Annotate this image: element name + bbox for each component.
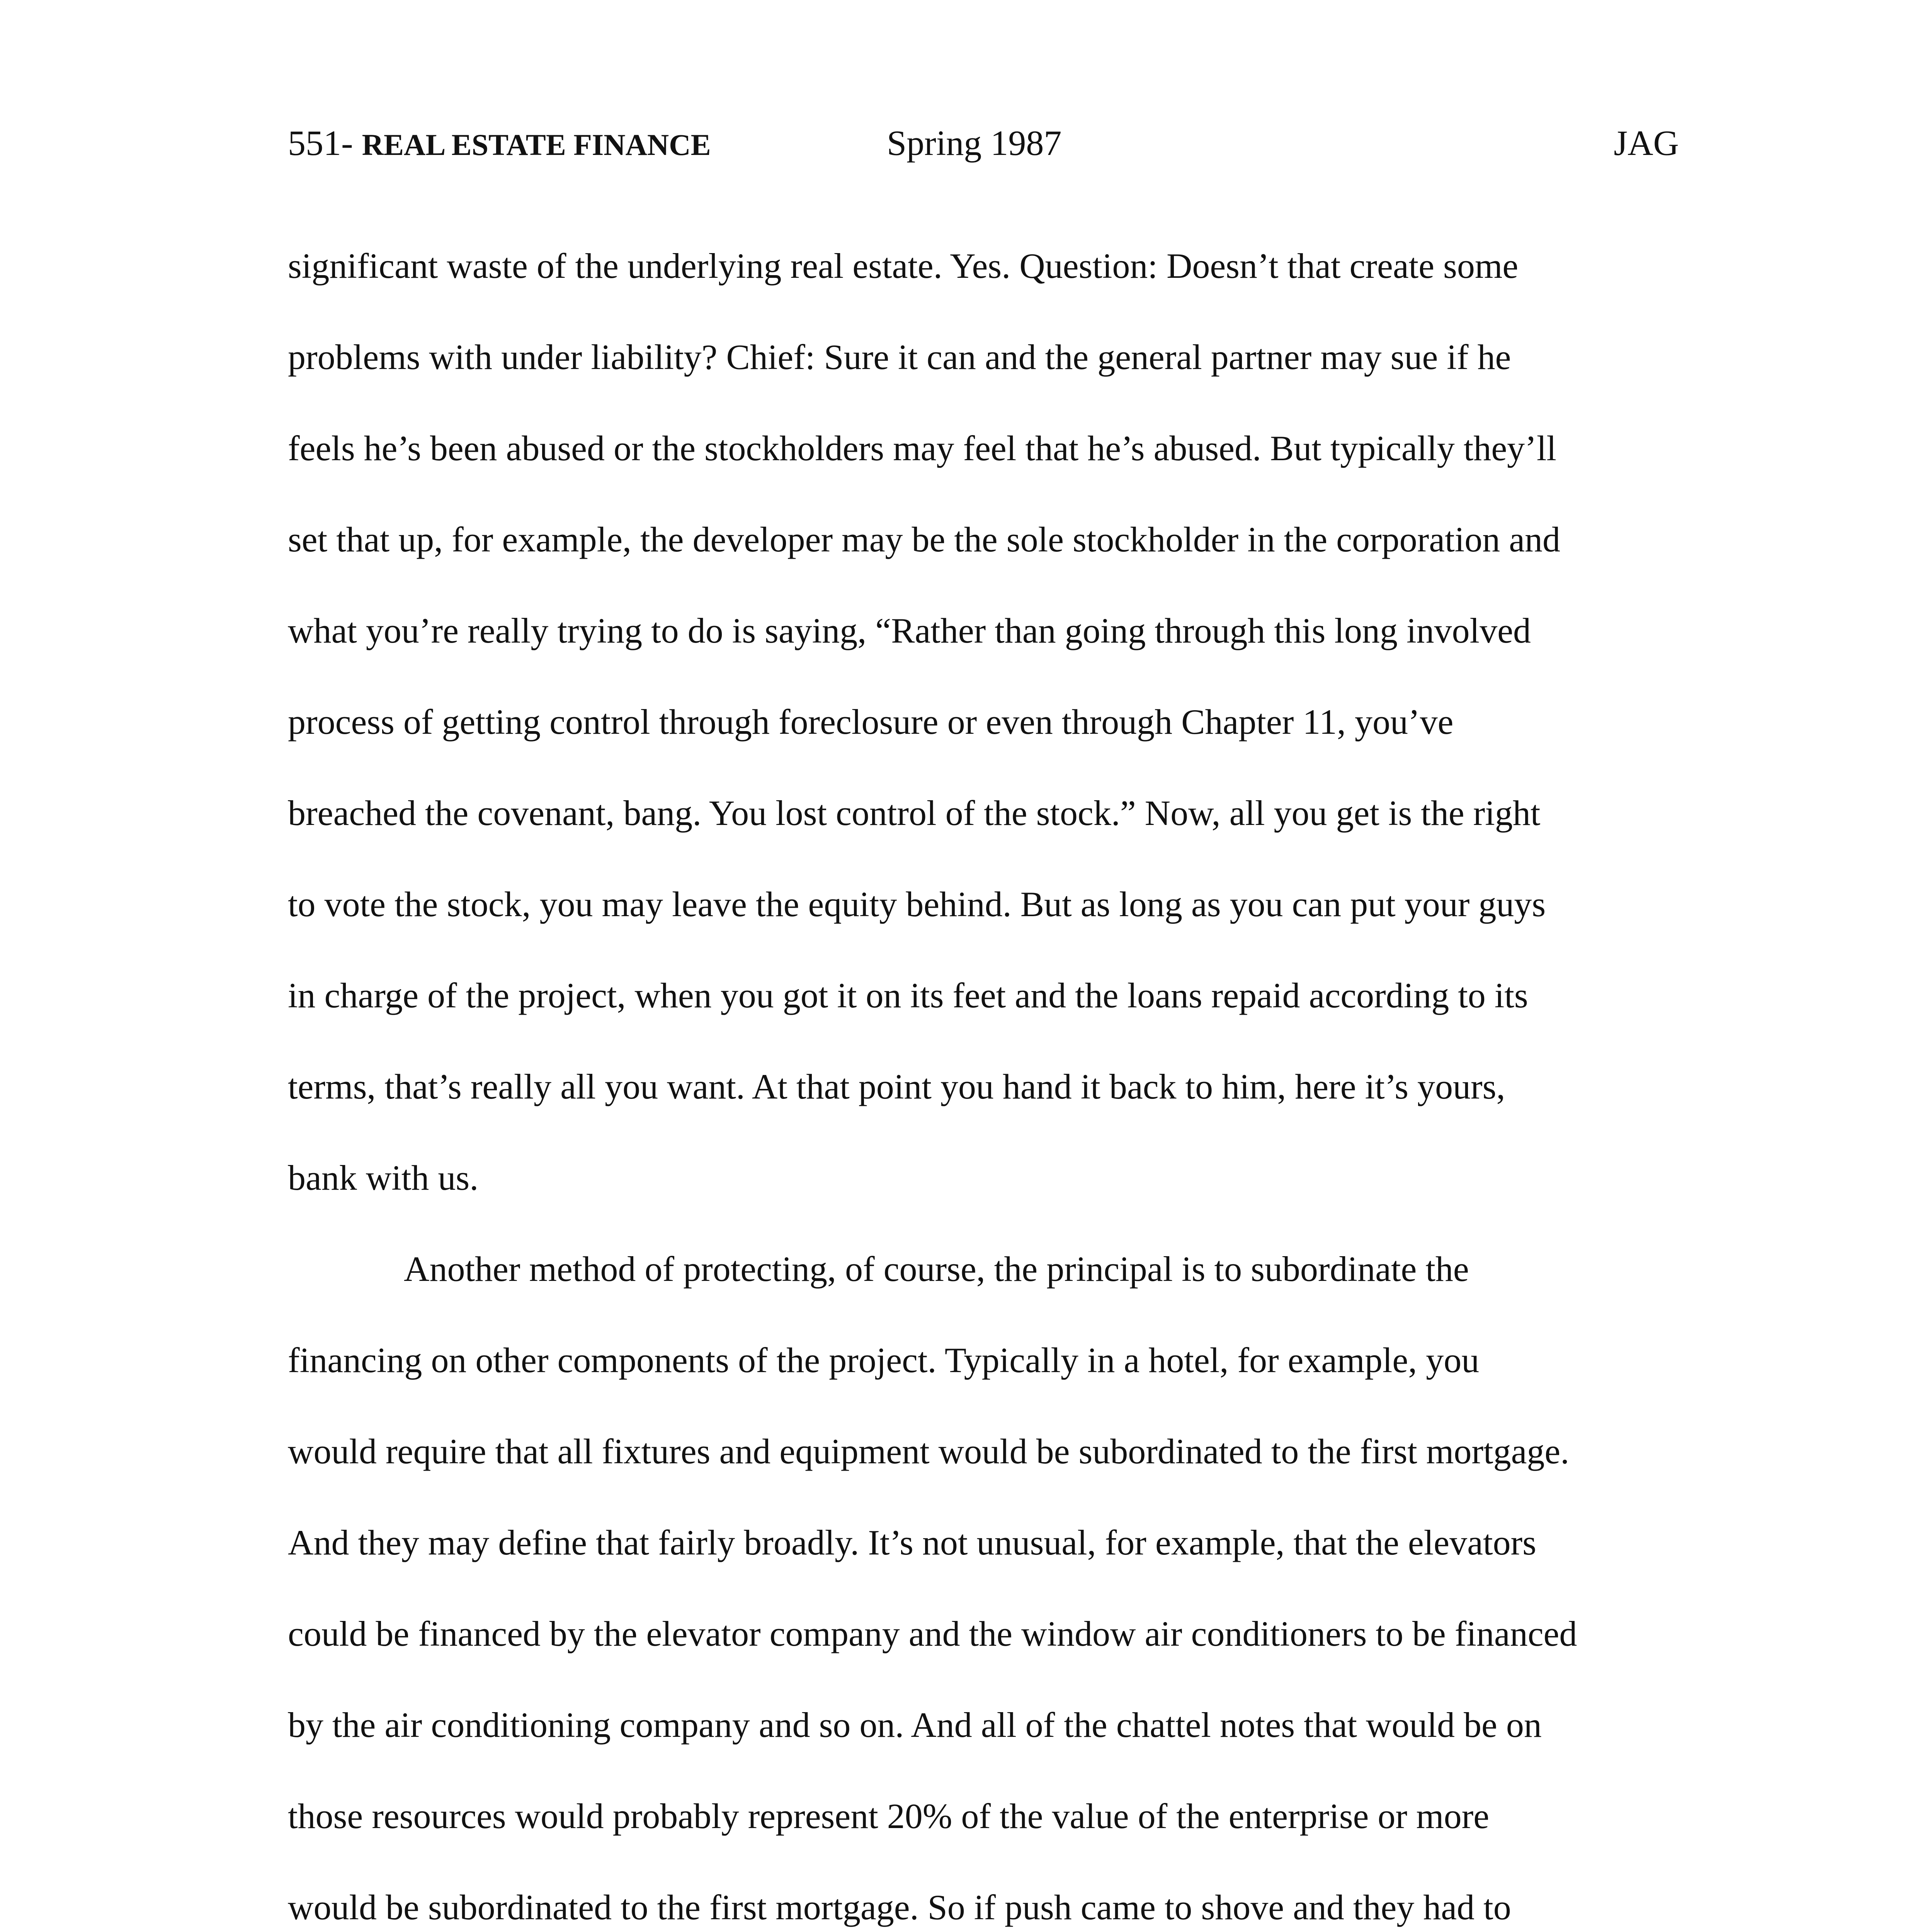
text-line: problems with under liability? Chief: Sure it can and the general partner may sue if he	[288, 337, 1511, 377]
text-line: terms, that’s really all you want. At that point you hand it back to him, here it’s yours,	[288, 1067, 1505, 1106]
course-number: 551-	[288, 123, 353, 163]
term-label: Spring 1987	[887, 123, 1062, 163]
page-header	[288, 116, 1679, 170]
text-line: financing on other components of the project. Typically in a hotel, for example, you	[288, 1340, 1480, 1380]
text-line: bank with us.	[288, 1158, 479, 1197]
text-line: what you’re really trying to do is saying, “Rather than going through this long involved	[288, 611, 1531, 650]
text-line: in charge of the project, when you got it on its feet and the loans repaid according to its	[288, 976, 1528, 1015]
course-label	[288, 116, 711, 172]
text-line: to vote the stock, you may leave the equity behind. But as long as you can put your guys	[288, 884, 1546, 924]
text-line: breached the covenant, bang. You lost control of the stock.” Now, all you get is the right	[288, 793, 1541, 833]
text-line: feels he’s been abused or the stockholders may feel that he’s abused. But typically they’ll	[288, 429, 1556, 468]
text-line: would require that all fixtures and equipment would be subordinated to the first mortgage.	[288, 1432, 1570, 1471]
paragraph-start-line: Another method of protecting, of course, the principal is to subordinate the	[404, 1249, 1469, 1289]
text-line: set that up, for example, the developer may be the sole stockholder in the corporation and	[288, 520, 1561, 559]
text-line: would be subordinated to the first mortgage. So if push came to shove and they had to	[288, 1888, 1511, 1927]
transcript-body	[288, 220, 1683, 1932]
course-title: REAL ESTATE FINANCE	[362, 128, 711, 162]
text-line: could be financed by the elevator company and the window air conditioners to be financed	[288, 1614, 1577, 1653]
text-line: significant waste of the underlying real estate. Yes. Question: Doesn’t that create some	[288, 246, 1519, 286]
text-line: by the air conditioning company and so on. And all of the chattel notes that would be on	[288, 1705, 1542, 1745]
text-line: those resources would probably represent 20% of the value of the enterprise or more	[288, 1796, 1490, 1836]
text-line: process of getting control through foreclosure or even through Chapter 11, you’ve	[288, 702, 1454, 742]
text-line: And they may define that fairly broadly. It’s not unusual, for example, that the elevators	[288, 1523, 1536, 1562]
author-initials: JAG	[1614, 123, 1679, 163]
